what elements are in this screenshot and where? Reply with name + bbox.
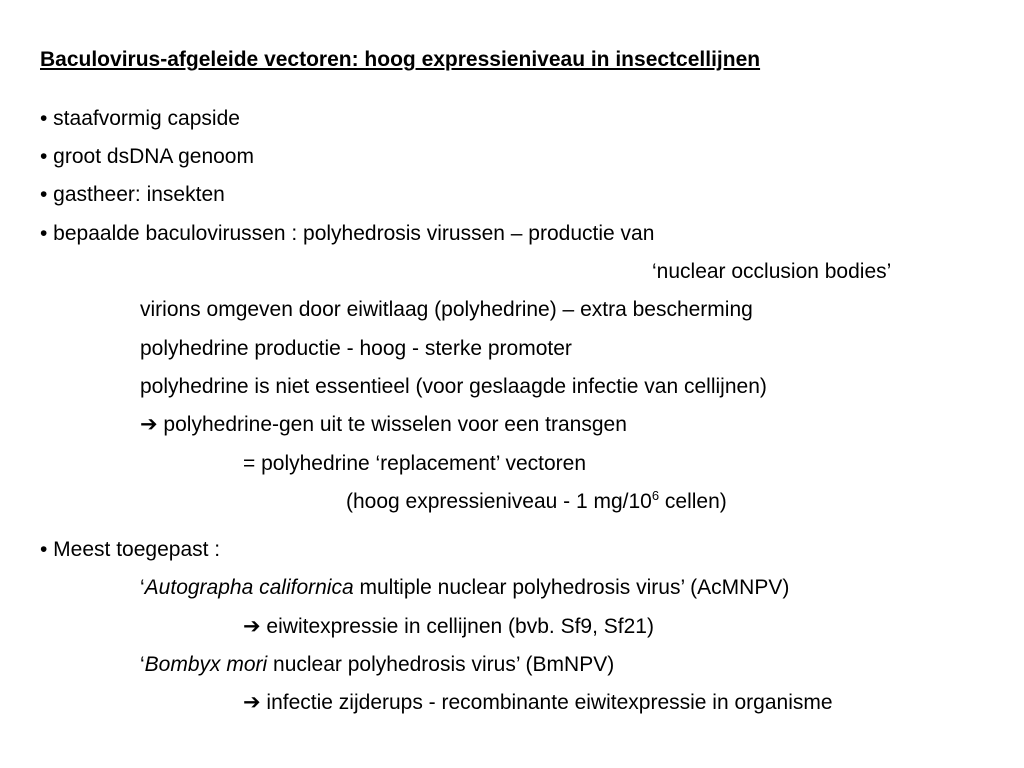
arrow-line: ➔ eiwitexpressie in cellijnen (bvb. Sf9, Sf21) [243,615,654,638]
bmnpv-line: ‘Bombyx mori nuclear polyhedrosis virus’ (BmNPV) [140,653,615,676]
acmnpv-line: ‘Autographa californica multiple nuclear polyhedrosis virus’ (AcMNPV) [140,576,790,599]
text-line: polyhedrine productie - hoog - sterke promoter [140,337,572,360]
slide-title: Baculovirus-afgeleide vectoren: hoog expressieniveau in insectcellijnen [40,48,761,71]
text-line: ‘nuclear occlusion bodies’ [652,260,892,283]
text-line: virions omgeven door eiwitlaag (polyhedrine) – extra bescherming [140,298,753,321]
text-line: polyhedrine is niet essentieel (voor geslaagde infectie van cellijnen) [140,375,767,398]
bullet-line: • bepaalde baculovirussen : polyhedrosis virussen – productie van [40,222,655,245]
arrow-line: ➔ polyhedrine-gen uit te wisselen voor een transgen [140,413,627,436]
arrow-line: ➔ infectie zijderups - recombinante eiwitexpressie in organisme [243,691,833,714]
bullet-line: • staafvormig capside [40,107,240,130]
bullet-line: • Meest toegepast : [40,538,221,561]
expression-level-line: (hoog expressieniveau - 1 $mg/10^6$ cellen) [346,488,727,513]
bullet-line: • gastheer: insekten [40,183,225,206]
text-line: = polyhedrine ‘replacement’ vectoren [243,452,587,475]
bullet-line: • groot dsDNA genoom [40,145,254,168]
